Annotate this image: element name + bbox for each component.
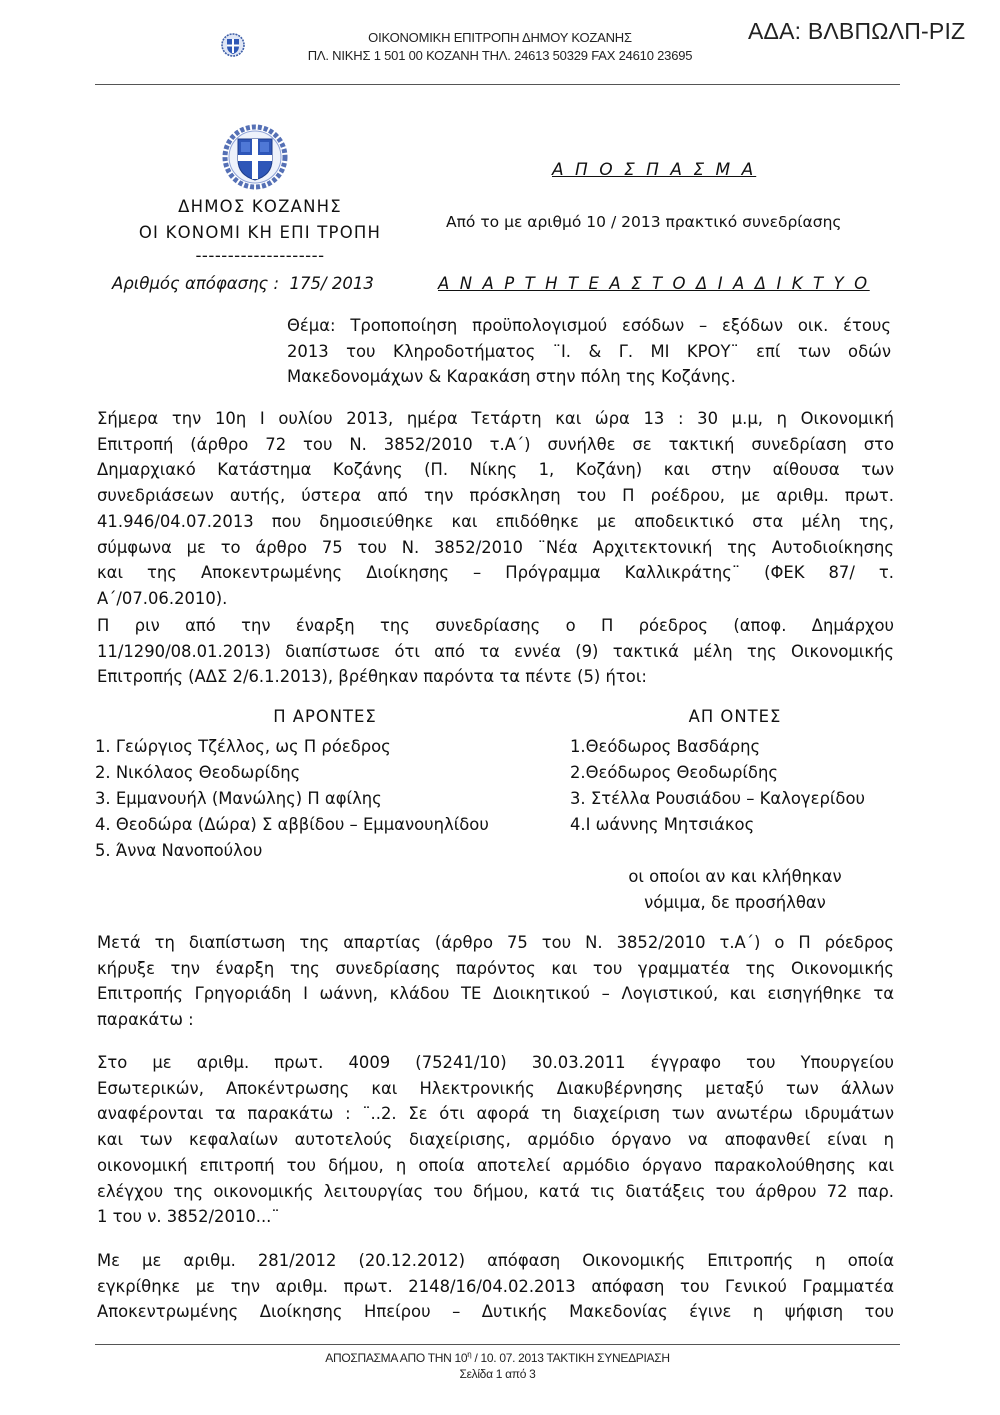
absent-member: 1.Θεόδωρος Βασδάρης — [570, 737, 761, 756]
text-line: Σήμερα την 10η Ι ουλίου 2013, ημέρα Τετάρτη και ώρα 13 : 30 μ.μ, η Οικονομική — [97, 409, 894, 428]
subject-line: Θέμα: Τροποποίηση προϋπολογισμού εσόδων – εξόδων οικ. έτους — [287, 316, 891, 335]
text-line: 1 του ν. 3852/2010...¨ — [97, 1207, 280, 1227]
present-member: 2. Νικόλαος Θεοδωρίδης — [95, 763, 301, 782]
header-org-name: ΟΙΚΟΝΟΜΙΚΗ ΕΠΙΤΡΟΠΗ ΔΗΜΟΥ ΚΟΖΑΝΗΣ — [368, 30, 632, 45]
prior-decision-paragraph — [97, 1248, 894, 1325]
header-emblem-icon — [221, 33, 245, 57]
ada-code: ΑΔΑ: ΒΛΒΠΩΛΠ-ΡΙΖ — [748, 18, 966, 44]
session-opening-paragraph — [97, 930, 894, 1033]
footer-text: ΑΠΟΣΠΑΣΜΑ ΑΠΟ ΤΗΝ 10 — [325, 1351, 468, 1365]
text-line: Α΄/07.06.2010). — [97, 588, 228, 608]
footer-session-info — [95, 1350, 900, 1365]
text-line: και των κεφαλαίων αυτοτελούς διαχείρισης, αρμόδιο όργανο να αποφανθεί είναι η — [97, 1130, 894, 1150]
ministry-document-paragraph — [97, 1050, 894, 1230]
page-number: Σελίδα 1 από 3 — [459, 1367, 536, 1381]
decision-number: 175/ 2013 — [289, 274, 374, 293]
present-member: 3. Εμμανουήλ (Μανώλης) Π αφίλης — [95, 789, 382, 808]
text-line: Επιτροπή (άρθρο 72 του Ν. 3852/2010 τ.Α΄) συνήλθε σε τακτική συνεδρίαση στο — [97, 434, 894, 454]
absent-member: 3. Στέλλα Ρουσιάδου – Καλογερίδου — [570, 789, 865, 808]
present-members-list — [95, 734, 489, 864]
absent-header: ΑΠ ΟΝΤΕΣ — [688, 707, 782, 726]
header-address: ΠΛ. ΝΙΚΗΣ 1 501 00 ΚΟΖΑΝΗ ΤΗΛ. 24613 50329 FAX 24610 23695 — [307, 48, 693, 63]
quorum-paragraph — [97, 613, 894, 690]
absent-members-list — [570, 734, 865, 838]
absent-note-line: νόμιμα, δε προσήλθαν — [644, 893, 826, 912]
text-line: Π ριν από την έναρξη της συνεδρίασης ο Π ρόεδρος (αποφ. Δημάρχου — [97, 616, 894, 635]
decision-label: Αριθμός απόφασης : — [112, 274, 280, 293]
municipality-name: ΔΗΜΟΣ ΚΟΖΑΝΗΣ — [178, 197, 342, 216]
coat-of-arms-icon — [222, 124, 288, 190]
text-line: εγκρίθηκε με την αριθμ. πρωτ. 2148/16/04.02.2013 απόφαση του Γενικού Γραμματέα — [97, 1276, 894, 1296]
text-line: Στο με αριθμ. πρωτ. 4009 (75241/10) 30.03.2011 έγγραφο του Υπουργείου — [97, 1053, 894, 1072]
text-line: 41.946/04.07.2013 που δημοσιεύθηκε και επιδόθηκε με αποδεικτικό στα μέλη της, — [97, 511, 894, 531]
absent-note-line: οι οποίοι αν και κλήθηκαν — [628, 867, 842, 886]
text-line: Εσωτερικών, Αποκέντρωσης και Ηλεκτρονικής Διακυβέρνησης μεταξύ των άλλων — [97, 1078, 894, 1098]
present-header: Π ΑΡΟΝΤΕΣ — [273, 707, 377, 726]
subject-block — [287, 313, 891, 390]
text-line: ελέγχου της οικονομικής λειτουργίας του δήμου, κατά τις διατάξεις του άρθρου 72 παρ. — [97, 1181, 894, 1201]
text-line: Επιτροπής Γρηγοριάδη Ι ωάννη, κλάδου ΤΕ Διοικητικού – Λογιστικού, και εισηγήθηκε τα — [97, 984, 894, 1004]
text-line: παρακάτω : — [97, 1010, 194, 1030]
text-line: και της Αποκεντρωμένης Διοίκησης – Πρόγραμμα Καλλικράτης¨ (ΦΕΚ 87/ τ. — [97, 563, 894, 583]
decision-number-line — [112, 274, 374, 293]
header-divider — [95, 84, 900, 85]
subject-line: 2013 του Κληροδοτήματος ¨Ι. & Γ. ΜΙ ΚΡΟΥ¨ επί των οδών — [287, 341, 891, 361]
publish-notice: Α Ν Α Ρ Τ Η Τ Ε Α Σ Τ Ο Δ Ι Α Δ Ι Κ Τ Υ Ο — [438, 274, 870, 293]
text-line: κήρυξε την έναρξη της συνεδρίασης παρόντος και του γραμματέα της Οικονομικής — [97, 958, 894, 978]
text-line: Μετά τη διαπίστωση της απαρτίας (άρθρο 75 του Ν. 3852/2010 τ.Α΄) ο Π ρόεδρος — [97, 933, 894, 952]
present-member: 4. Θεοδώρα (Δώρα) Σ αββίδου – Εμμανουηλίδου — [95, 815, 489, 834]
absent-member: 4.Ι ωάννης Μητσιάκος — [570, 815, 755, 834]
footer-divider — [95, 1344, 900, 1345]
text-line: Με με αριθμ. 281/2012 (20.12.2012) απόφαση Οικονομικής Επιτροπής η οποία — [97, 1251, 894, 1270]
subject-line: Μακεδονομάχων & Καρακάση στην πόλη της Κοζάνης. — [287, 367, 736, 387]
meeting-intro-paragraph — [97, 406, 894, 612]
document-type-title: Α Π Ο Σ Π Α Σ Μ Α — [552, 160, 757, 180]
text-line: οικονομική επιτροπή του δήμου, η οποία αποτελεί αρμόδιο όργανο παρακολούθησης και — [97, 1155, 894, 1175]
committee-name: ΟΙ ΚΟΝΟΜΙ ΚΗ ΕΠΙ ΤΡΟΠΗ — [138, 223, 382, 242]
present-member: 1. Γεώργιος Τζέλλος, ως Π ρόεδρος — [95, 737, 391, 756]
minutes-reference: Από το με αριθμό 10 / 2013 πρακτικό συνεδρίασης — [446, 213, 842, 231]
text-line: Επιτροπής (ΑΔΣ 2/6.1.2013), βρέθηκαν παρόντα τα πέντε (5) ήτοι: — [97, 667, 647, 687]
text-line: συνεδριάσεων αυτής, ύστερα από την πρόσκληση του Π ροέδρου, με αριθμ. πρωτ. — [97, 486, 894, 506]
footer-superscript: η — [467, 1350, 472, 1359]
present-member: 5. Άννα Νανοπούλου — [95, 841, 263, 860]
absent-note — [600, 864, 870, 916]
dashes-separator: -------------------- — [195, 246, 325, 265]
absent-member: 2.Θεόδωρος Θεοδωρίδης — [570, 763, 778, 782]
text-line: Αποκεντρωμένης Διοίκησης Ηπείρου – Δυτικής Μακεδονίας έγινε η ψήφιση του — [97, 1302, 894, 1322]
text-line: Δημαρχιακό Κατάστημα Κοζάνης (Π. Νίκης 1, Κοζάνη) και στην αίθουσα των — [97, 460, 894, 480]
text-line: 11/1290/08.01.2013) διαπίστωσε ότι από τα εννέα (9) τακτικά μέλη της Οικονομικής — [97, 641, 894, 661]
text-line: σύμφωνα με το άρθρο 75 του Ν. 3852/2010 ¨Νέα Αρχιτεκτονική της Αυτοδιοίκησης — [97, 537, 894, 557]
text-line: αναφέρονται τα παρακάτω : ¨..2. Σε ότι αφορά τη διαχείριση των ανωτέρω ιδρυμάτων — [97, 1104, 894, 1124]
footer-text: / 10. 07. 2013 ΤΑΚΤΙΚΗ ΣΥΝΕΔΡΙΑΣΗ — [471, 1351, 670, 1365]
